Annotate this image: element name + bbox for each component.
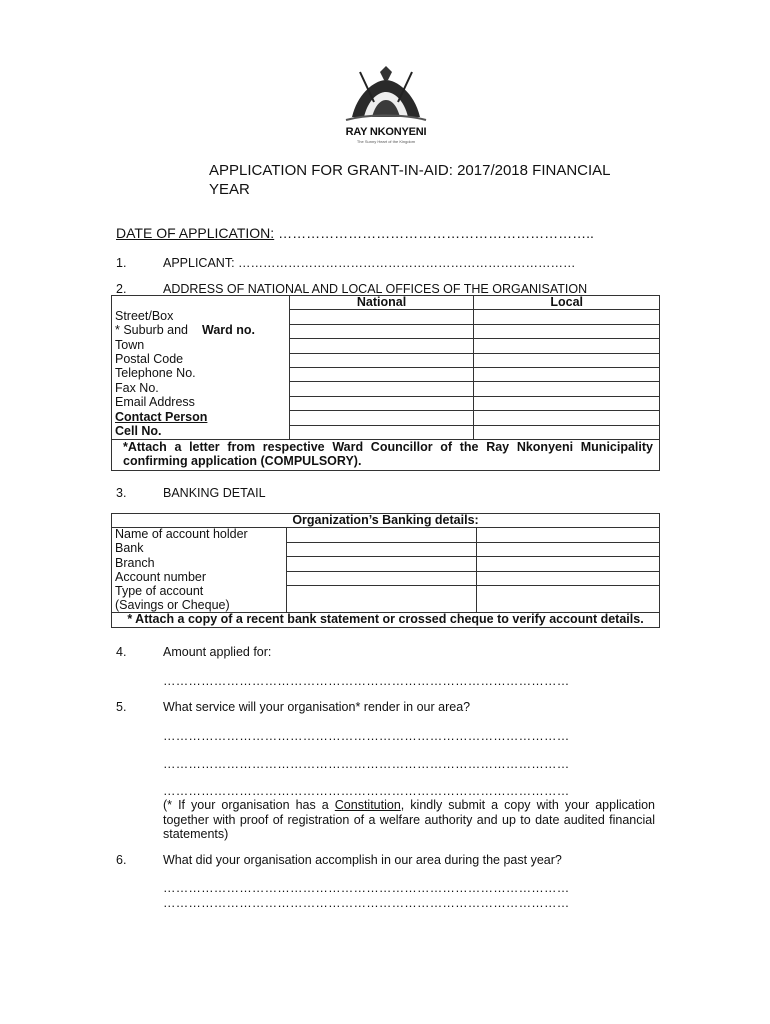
local-contact-cell[interactable] xyxy=(474,411,660,425)
row-label: Bank xyxy=(112,542,287,556)
address-header-blank xyxy=(112,296,290,310)
row-label: Postal Code xyxy=(112,353,290,367)
account-type-cell-1[interactable] xyxy=(286,585,477,612)
national-suburb-cell[interactable] xyxy=(289,324,474,338)
section-6-number: 6. xyxy=(116,853,127,867)
section-4-heading: Amount applied for: xyxy=(163,645,272,659)
row-label: Street/Box xyxy=(112,310,290,324)
section-4-number: 4. xyxy=(116,645,127,659)
address-table xyxy=(111,295,660,471)
service-field-line-2[interactable]: …………………………………………………………………………………… xyxy=(163,757,570,771)
account-number-cell-2[interactable] xyxy=(477,571,660,585)
section-6-heading: What did your organisation accomplish in our area during the past year? xyxy=(163,853,562,867)
accomplishment-field-line-2[interactable]: …………………………………………………………………………………… xyxy=(163,896,570,910)
row-label: Cell No. xyxy=(112,425,290,439)
local-town-cell[interactable] xyxy=(474,339,660,353)
section-3-heading: BANKING DETAIL xyxy=(163,486,266,500)
amount-field[interactable]: …………………………………………………………………………………… xyxy=(163,674,570,688)
banking-table xyxy=(111,513,660,628)
section-3-number: 3. xyxy=(116,486,127,500)
holder-cell-2[interactable] xyxy=(477,528,660,542)
national-email-cell[interactable] xyxy=(289,396,474,410)
constitution-note: (* If your organisation has a Constitution, kindly submit a copy with your application together with proof of registration of a welfare authority and up to date audited financial statements) xyxy=(163,798,655,841)
date-label: DATE OF APPLICATION: xyxy=(116,225,275,241)
national-fax-cell[interactable] xyxy=(289,382,474,396)
service-field-line-3[interactable]: …………………………………………………………………………………… xyxy=(163,784,570,798)
logo-wordmark: RAY NKONYENI xyxy=(345,126,427,138)
banking-header: Organization’s Banking details: xyxy=(112,514,660,528)
accomplishment-field-line-1[interactable]: …………………………………………………………………………………… xyxy=(163,881,570,895)
row-label: Telephone No. xyxy=(112,367,290,381)
section-2-heading: ADDRESS OF NATIONAL AND LOCAL OFFICES OF THE ORGANISATION xyxy=(163,282,588,296)
account-number-cell-1[interactable] xyxy=(286,571,477,585)
form-title: APPLICATION FOR GRANT-IN-AID: 2017/2018 FINANCIAL YEAR xyxy=(209,162,610,198)
column-local: Local xyxy=(474,296,660,310)
row-label: Town xyxy=(112,339,290,353)
row-label: Branch xyxy=(112,557,287,571)
national-town-cell[interactable] xyxy=(289,339,474,353)
column-national: National xyxy=(289,296,474,310)
councillor-letter-note: *Attach a letter from respective Ward Councillor of the Ray Nkonyeni Municipality confirming application (COMPULSORY). xyxy=(112,439,660,470)
national-phone-cell[interactable] xyxy=(289,367,474,381)
service-field-line-1[interactable]: …………………………………………………………………………………… xyxy=(163,729,570,743)
local-cell-cell[interactable] xyxy=(474,425,660,439)
section-5-number: 5. xyxy=(116,700,127,714)
local-fax-cell[interactable] xyxy=(474,382,660,396)
date-field[interactable]: ………………………………………………………….. xyxy=(274,225,594,241)
branch-cell-1[interactable] xyxy=(286,557,477,571)
section-5-heading: What service will your organisation* render in our area? xyxy=(163,700,471,714)
local-phone-cell[interactable] xyxy=(474,367,660,381)
bank-cell-2[interactable] xyxy=(477,542,660,556)
local-email-cell[interactable] xyxy=(474,396,660,410)
national-contact-cell[interactable] xyxy=(289,411,474,425)
national-street-cell[interactable] xyxy=(289,310,474,324)
section-2-number: 2. xyxy=(116,282,127,296)
local-street-cell[interactable] xyxy=(474,310,660,324)
branch-cell-2[interactable] xyxy=(477,557,660,571)
row-label: Name of account holder xyxy=(112,528,287,542)
holder-cell-1[interactable] xyxy=(286,528,477,542)
row-label: Email Address xyxy=(112,396,290,410)
row-label: Fax No. xyxy=(112,382,290,396)
ward-label: Ward no. xyxy=(201,323,255,338)
local-postal-cell[interactable] xyxy=(474,353,660,367)
logo-motto: The Sunny Heart of the Kingdom xyxy=(356,139,416,144)
row-label: Type of account (Savings or Cheque) xyxy=(112,585,287,612)
bank-cell-1[interactable] xyxy=(286,542,477,556)
date-of-application xyxy=(116,225,594,241)
row-label: * Suburb and Ward no. xyxy=(112,324,290,338)
section-1-number: 1. xyxy=(116,256,127,270)
row-label: Contact Person xyxy=(112,411,290,425)
bank-statement-note: * Attach a copy of a recent bank statement or crossed cheque to verify account details. xyxy=(112,613,660,627)
row-label: Account number xyxy=(112,571,287,585)
national-cell-cell[interactable] xyxy=(289,425,474,439)
local-suburb-cell[interactable] xyxy=(474,324,660,338)
account-type-cell-2[interactable] xyxy=(477,585,660,612)
applicant-field[interactable]: APPLICANT: ……………………………………………………………………… xyxy=(163,256,576,270)
national-postal-cell[interactable] xyxy=(289,353,474,367)
